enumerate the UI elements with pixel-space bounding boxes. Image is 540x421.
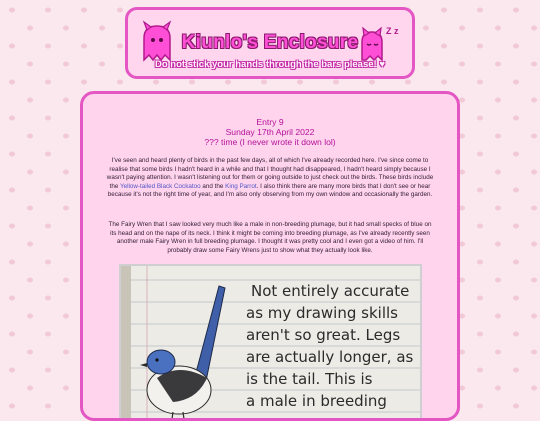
- handwritten-line: Not entirely accurate: [251, 282, 410, 300]
- handwritten-line: as my drawing skills: [246, 304, 398, 322]
- handwritten-line: aren't so great. Legs: [246, 326, 401, 344]
- site-header: [125, 7, 415, 79]
- paragraph-text: I've seen and heard plenty of birds in the past few days, all of which I've already recorded here. I've since come to realise that some birds I hadn't heard in a while and that I thought had disappeared, I hadn't heard simply because I wasn't paying attention. I wasn't listening out for them or going outside to just check out the birds. These birds include the: [106, 157, 434, 190]
- notebook-photo-image: [121, 266, 420, 421]
- entry-number: Entry 9: [256, 117, 284, 127]
- link-king-parrot[interactable]: King Parrot: [225, 182, 257, 190]
- site-subtitle: Do not stick your hands through the bars please! ♥: [155, 59, 385, 70]
- paragraph-text: . I also think there are many more birds that I don't see or hear because it's not the right time of year, and I'm also only observing from my own window and occasionally the garden.: [107, 182, 433, 199]
- entry-paragraph-2: The Fairy Wren that I saw looked very much like a male in non-breeding plumage, but it had small specks of blue on its head and on the nape of its neck. I think it might be coming into breeding plumage, as I've already recently seen another male Fairy Wren in full breeding plumage. I thought it was pretty cool and I even got a video of him. I'll probably draw some Fairy Wrens just to show what they actually look like.: [108, 221, 432, 254]
- entry-paragraph-1: [105, 157, 435, 200]
- handwritten-line: is the tail. This is: [246, 370, 373, 388]
- site-title: Kiunlo's Enclosure: [181, 32, 359, 53]
- link-yellow-tailed-black-cockatoo[interactable]: Yellow-tailed Black Cockatoo: [119, 182, 201, 190]
- entry-date: Sunday 17th April 2022: [225, 127, 315, 137]
- sleep-z-text: Z z: [386, 26, 399, 36]
- handwritten-line: a male in breeding: [246, 392, 387, 410]
- fairy-wren-drawing-photo: [119, 264, 422, 421]
- handwritten-line: are actually longer, as: [246, 348, 414, 366]
- paragraph-text: and the: [200, 182, 226, 190]
- content-panel[interactable]: [80, 91, 460, 421]
- entry-heading: [83, 117, 457, 147]
- entry-time: ??? time (I never wrote it down lol): [204, 137, 336, 147]
